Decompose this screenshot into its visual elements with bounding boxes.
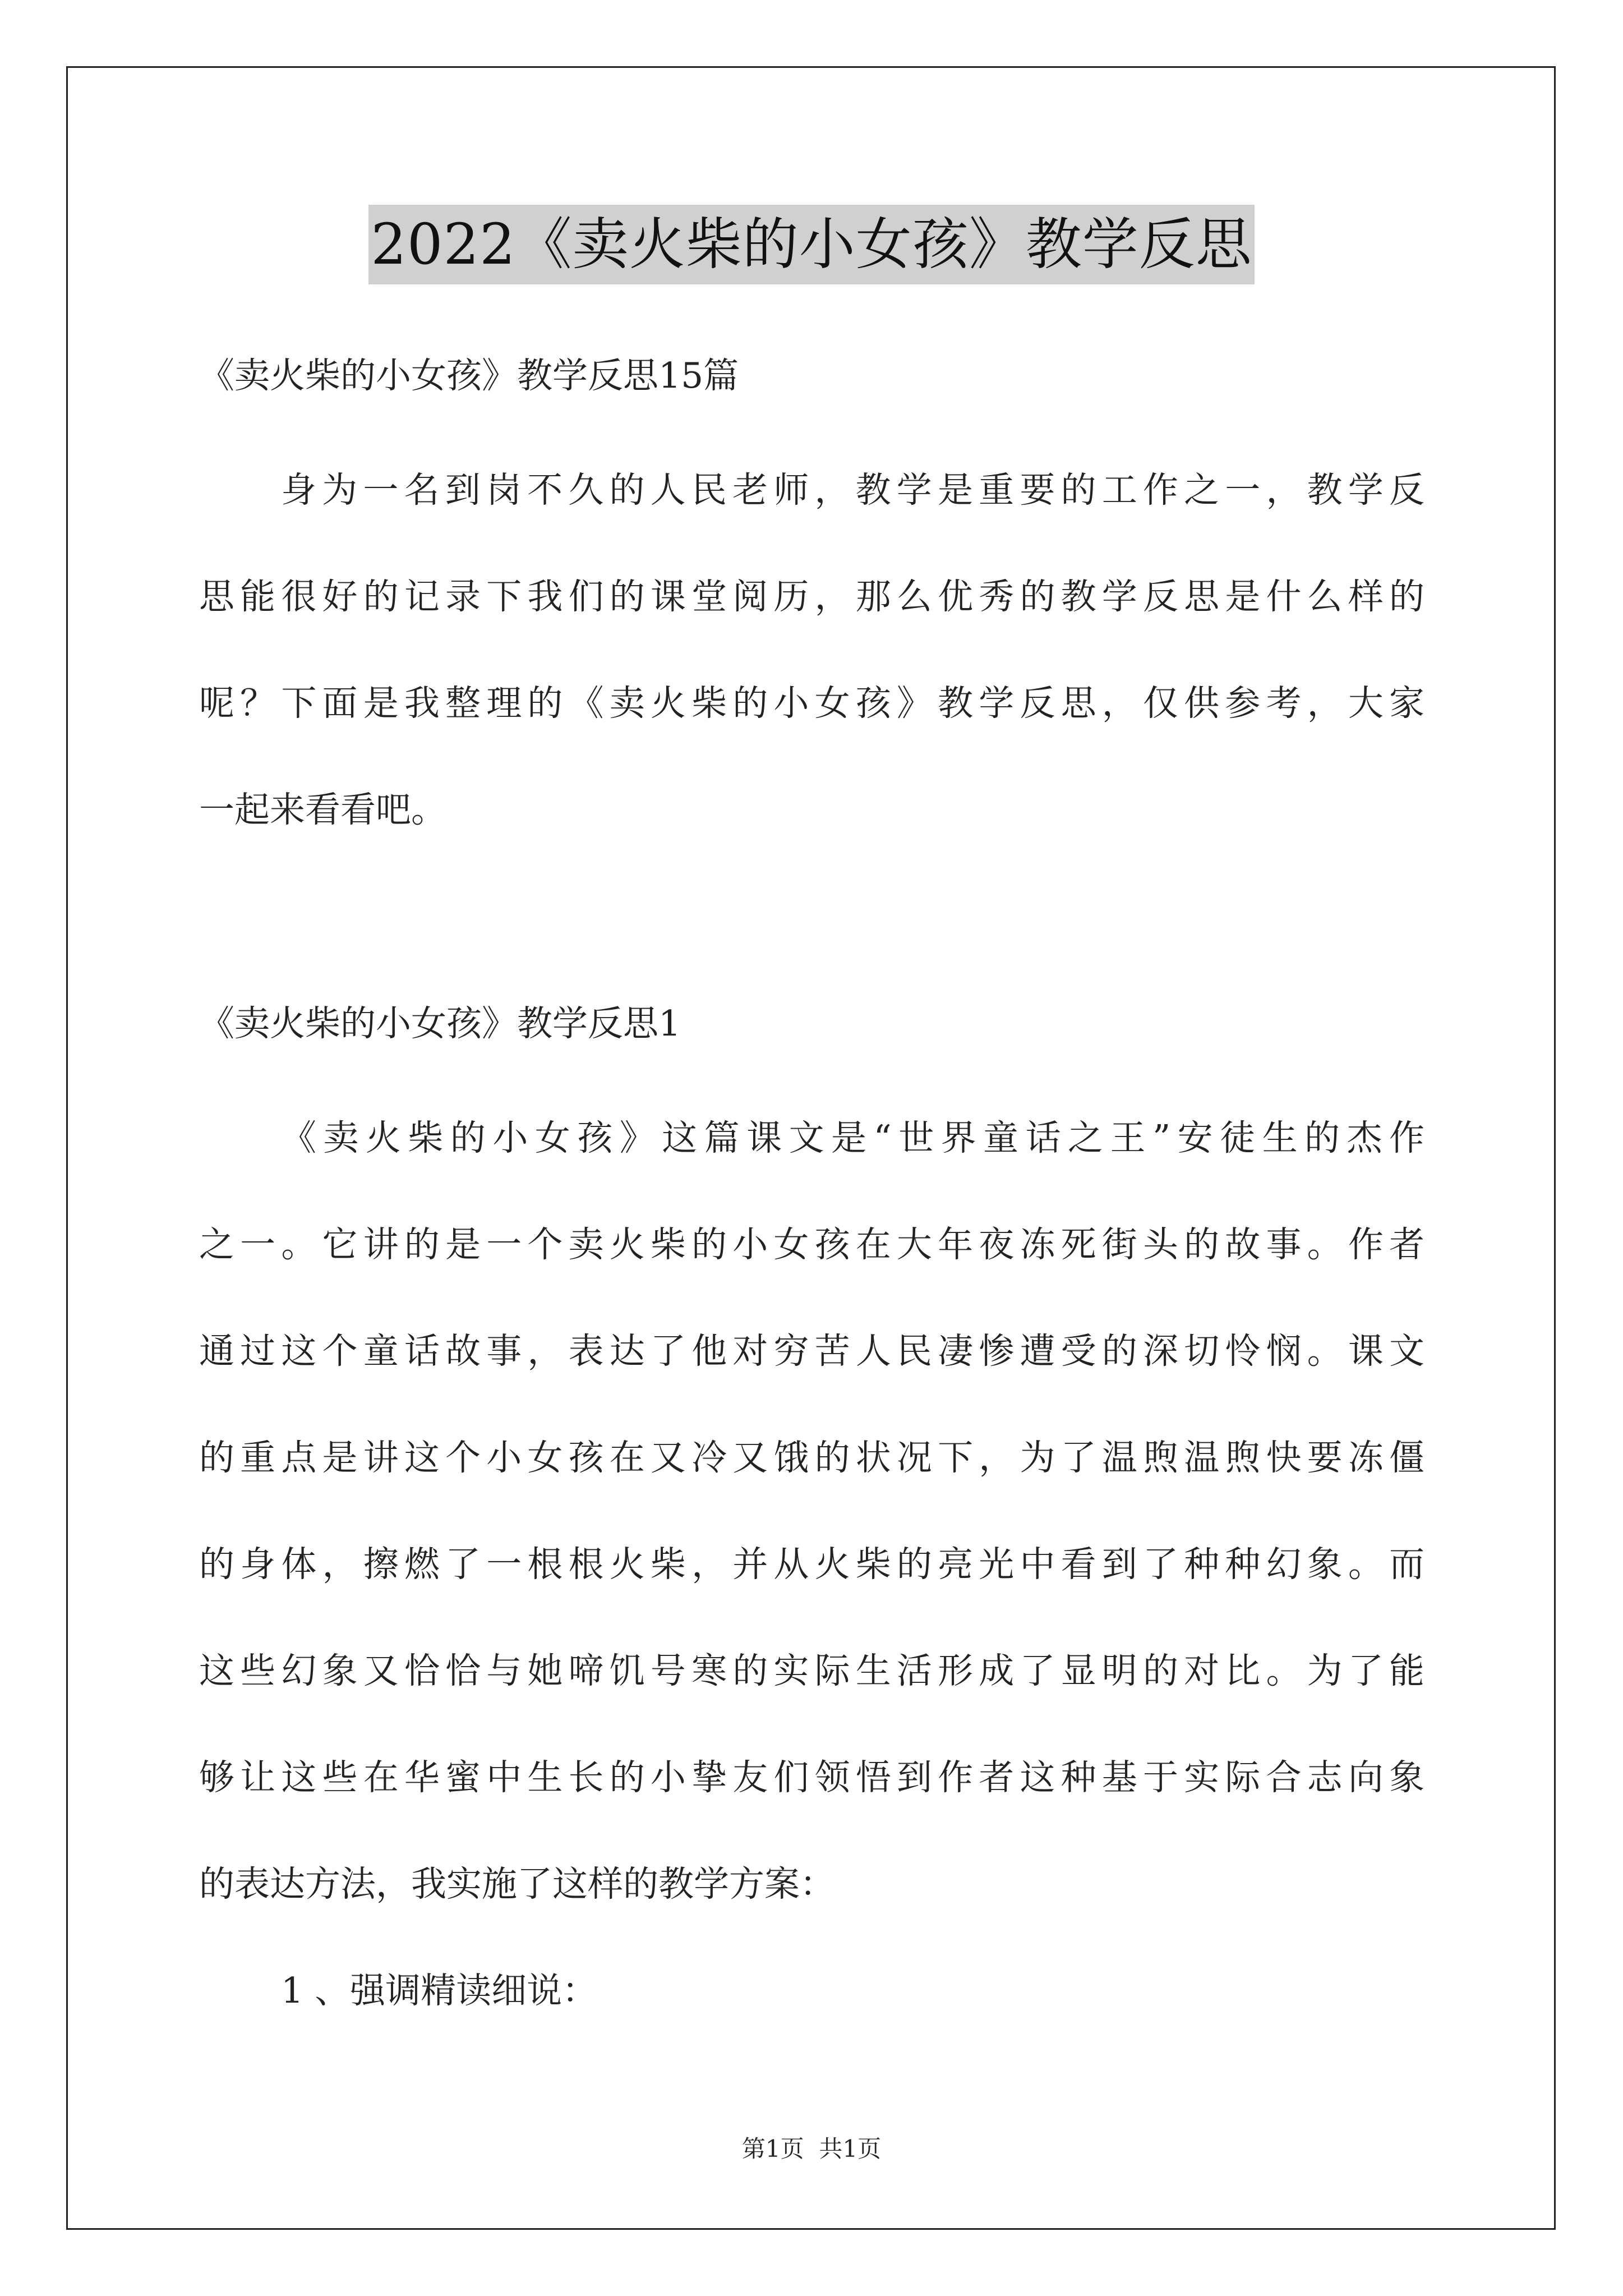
document-subtitle: 《卖火柴的小女孩》教学反思15篇 [199, 355, 739, 396]
page-footer [0, 2133, 1623, 2165]
page-number: 第1页 共1页 [741, 2135, 882, 2162]
body-line: 《卖火柴的小女孩》这篇课文是“世界童话之王”安徒生的杰作 [281, 1117, 1424, 1158]
intro-line: 呢？下面是我整理的《卖火柴的小女孩》教学反思，仅供参考，大家 [199, 683, 1424, 724]
body-line: 够让这些在华蜜中生长的小挚友们领悟到作者这种基于实际合志向象 [199, 1757, 1424, 1798]
body-line: 通过这个童话故事，表达了他对穷苦人民凄惨遭受的深切怜悯。课文 [199, 1331, 1424, 1372]
body-line: 这些幻象又恰恰与她啼饥号寒的实际生活形成了显明的对比。为了能 [199, 1650, 1424, 1691]
body-line: 的身体，擦燃了一根根火柴，并从火柴的亮光中看到了种种幻象。而 [199, 1544, 1424, 1585]
list-item: 1 、强调精读细说： [281, 1970, 598, 2011]
intro-line: 思能很好的记录下我们的课堂阅历，那么优秀的教学反思是什么样的 [199, 576, 1424, 617]
body-line: 的重点是讲这个小女孩在又冷又饿的状况下，为了温煦温煦快要冻僵 [199, 1437, 1424, 1478]
document-title [0, 205, 1623, 284]
intro-line: 身为一名到岗不久的人民老师，教学是重要的工作之一，教学反 [281, 470, 1424, 510]
body-line: 之一。它讲的是一个卖火柴的小女孩在大年夜冻死街头的故事。作者 [199, 1224, 1424, 1265]
intro-line: 一起来看看吧。 [199, 789, 446, 830]
body-line: 的表达方法，我实施了这样的教学方案： [199, 1864, 835, 1904]
document-title-text: 2022《卖火柴的小女孩》教学反思 [368, 205, 1255, 284]
section-heading: 《卖火柴的小女孩》教学反思1 [199, 1003, 681, 1044]
